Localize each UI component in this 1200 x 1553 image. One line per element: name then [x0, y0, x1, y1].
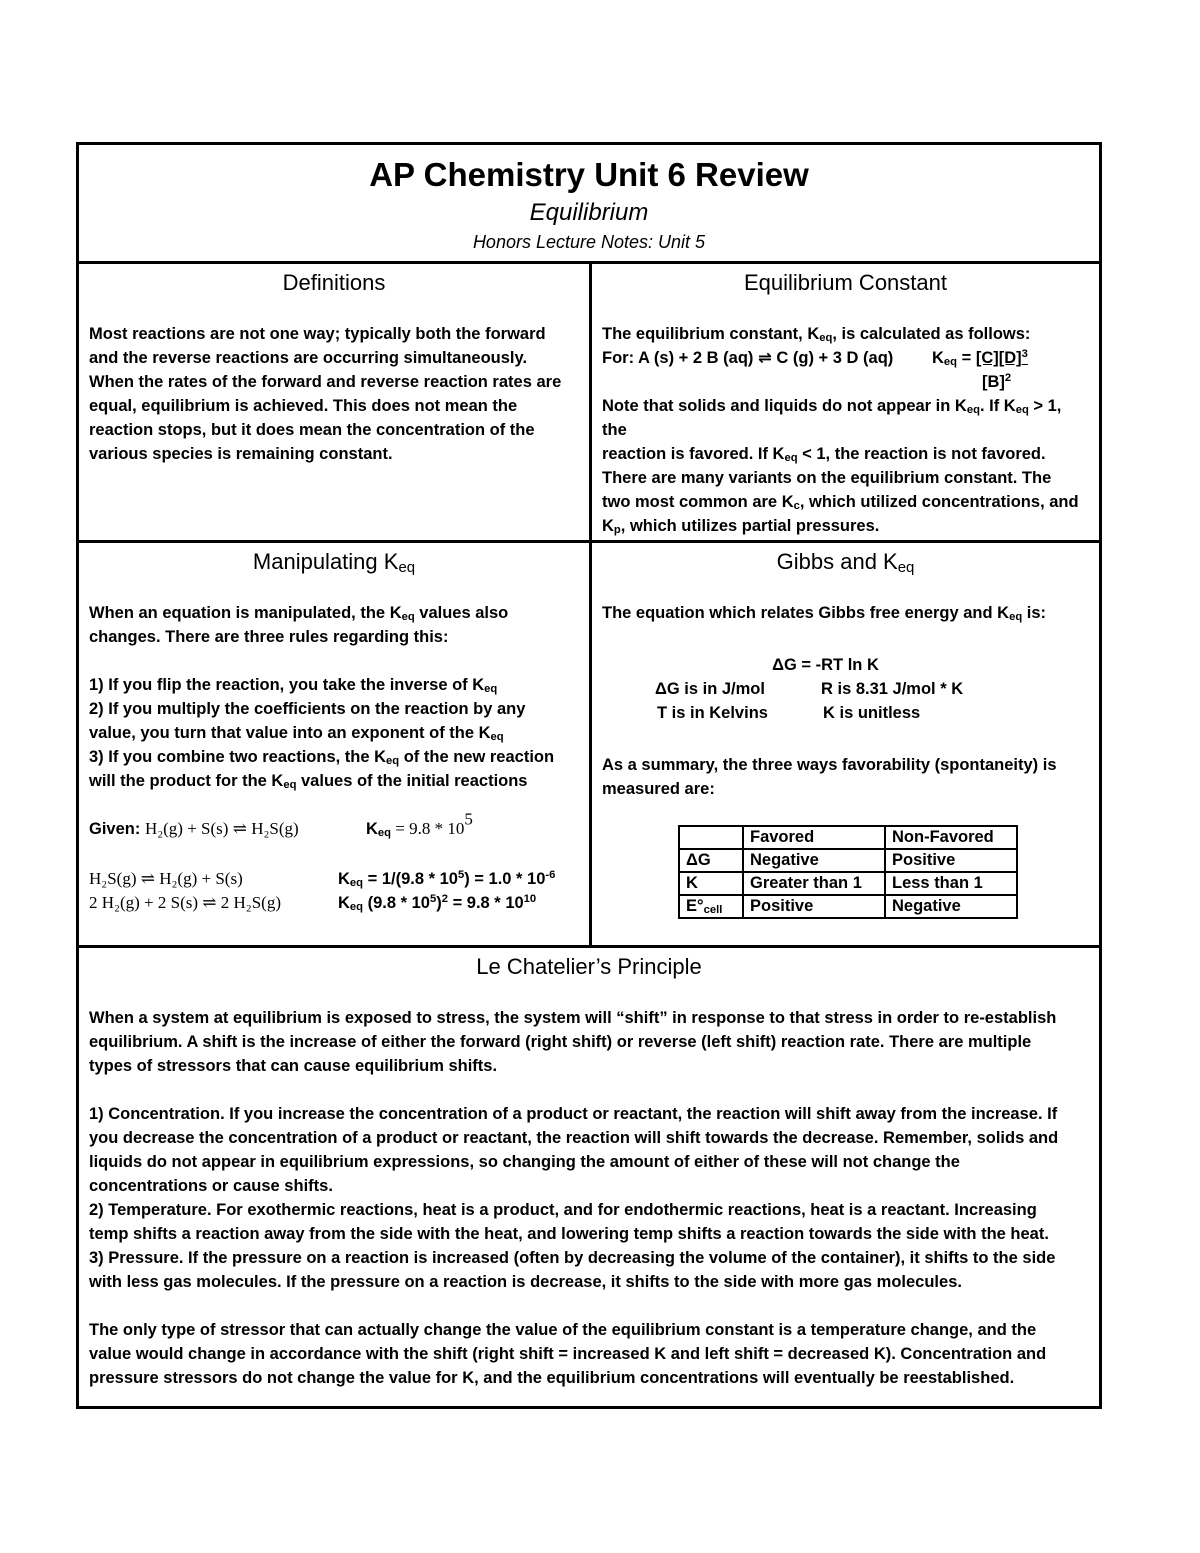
gibbs-section	[589, 540, 1099, 945]
definitions-heading: Definitions	[282, 270, 386, 295]
text-line: When an equation is manipulated, the $K_{eq}$ values also	[89, 604, 509, 624]
table-cell: K	[679, 872, 743, 895]
text-line: two most common are $K_c$, which utilized concentrations, and	[602, 493, 1079, 513]
equilibrium-constant-section	[589, 261, 1099, 540]
le-chatelier-text	[79, 1006, 1099, 1390]
text-line: When the rates of the forward and reverse reaction rates are	[89, 373, 562, 391]
rule-2-cont: value, you turn that value into an exponent of the $K_{eq}$	[89, 724, 504, 744]
manipulating-text	[79, 601, 589, 915]
text-line: There are many variants on the equilibrium constant. The	[602, 469, 1052, 487]
text-line: Note that solids and liquids do not appear in $K_{eq}$. If $K_{eq} > 1$, the	[602, 397, 1062, 439]
text-line: liquids do not appear in equilibrium expressions, so changing the amount of either of these will not change the	[89, 1153, 960, 1171]
table-cell: Negative	[743, 849, 885, 872]
text-line: reaction stops, but it does mean the concentration of the	[89, 421, 535, 439]
rule-3-cont: will the product for the $K_{eq}$ values of the initial reactions	[89, 772, 528, 792]
text-line: 1) Concentration. If you increase the concentration of a product or reactant, the reaction will shift away from the increase. If	[89, 1105, 1058, 1123]
table-row	[679, 826, 1017, 849]
review-sheet	[76, 142, 1102, 1409]
text-line: The equation which relates Gibbs free energy and $K_{eq}$ is:	[602, 604, 1047, 624]
text-line: and the reverse reactions are occurring simultaneously.	[89, 349, 528, 367]
rule-1: 1) If you flip the reaction, you take the inverse of $K_{eq}$	[89, 676, 498, 696]
text-line: measured are:	[602, 780, 715, 798]
example-2: 2 H₂(g) + 2 S(s) ⇌ 2 H₂S(g) $K_{eq}$ $(9.8 * 10^5)^2 = 9.8 * 10^{10}$	[89, 892, 537, 914]
table-cell: $E^\circ_{cell}$	[679, 895, 743, 918]
example-1: H₂S(g) ⇌ H₂(g) + S(s) $K_{eq} = 1/(9.8 * 10^5) = 1.0 * 10^{-6}$	[89, 868, 556, 890]
table-cell: Less than 1	[885, 872, 1017, 895]
manipulating-heading: Manipulating $K_{eq}$	[252, 549, 416, 576]
given-line: Given: H₂(g) + S(s) ⇌ H₂S(g) $K_{eq} = 9.8 * 10^5$	[89, 809, 473, 840]
table-row	[679, 895, 1017, 918]
page-title: AP Chemistry Unit 6 Review	[369, 156, 809, 193]
text-line: equilibrium. A shift is the increase of either the forward (right shift) or reverse (left shift) reaction rate. There are multiple	[89, 1033, 1032, 1051]
gibbs-text	[592, 601, 1099, 919]
text-line: reaction is favored. If $K_{eq} < 1$, the reaction is not favored.	[602, 445, 1046, 465]
manipulating-section	[79, 540, 589, 945]
table-cell: Positive	[885, 849, 1017, 872]
le-chatelier-heading: Le Chatelier’s Principle	[476, 954, 702, 979]
table-row	[679, 849, 1017, 872]
table-cell: Negative	[885, 895, 1017, 918]
page-note: Honors Lecture Notes: Unit 5	[472, 232, 706, 252]
text-line: The only type of stressor that can actually change the value of the equilibrium constant is a temperature change, and the	[89, 1321, 1037, 1339]
text-line: $K_p$, which utilizes partial pressures.	[602, 517, 880, 537]
text-line: value would change in accordance with the shift (right shift = increased K and left shift = decreased K). Concentration and	[89, 1345, 1047, 1363]
text-line: you decrease the concentration of a product or reactant, the reaction will shift towards the decrease. Remember, solids and	[89, 1129, 1059, 1147]
table-cell: Greater than 1	[743, 872, 885, 895]
text-line: pressure stressors do not change the value for K, and the equilibrium concentrations will eventually be reestablished.	[89, 1369, 1015, 1387]
text-line: 3) Pressure. If the pressure on a reaction is increased (often by decreasing the volume of the container), it shifts to the side	[89, 1249, 1056, 1267]
text-line: concentrations or cause shifts.	[89, 1177, 333, 1195]
units-row-2: T is in Kelvins K is unitless	[657, 704, 921, 722]
definitions-section	[79, 261, 589, 540]
rule-2: 2) If you multiply the coefficients on the reaction by any	[89, 700, 526, 718]
text-line: temp shifts a reaction away from the side with the heat, and lowering temp shifts a reaction towards the side with the heat.	[89, 1225, 1049, 1243]
table-cell	[679, 826, 743, 849]
text-line: types of stressors that can cause equilibrium shifts.	[89, 1057, 498, 1075]
gibbs-equation: ΔG = -RT ln K	[772, 656, 879, 674]
page-subtitle: Equilibrium	[529, 199, 649, 226]
text-line: changes. There are three rules regarding this:	[89, 628, 449, 646]
table-cell: Non-Favored	[885, 826, 1017, 849]
table-cell: Positive	[743, 895, 885, 918]
text-line: As a summary, the three ways favorability (spontaneity) is	[602, 756, 1057, 774]
equilibrium-constant-text	[592, 322, 1099, 538]
text-line: The equilibrium constant, $K_{eq}$, is calculated as follows:	[602, 325, 1031, 345]
rule-3: 3) If you combine two reactions, the $K_{eq}$ of the new reaction	[89, 748, 555, 768]
table-cell: Favored	[743, 826, 885, 849]
text-line: with less gas molecules. If the pressure on a reaction is decrease, it shifts to the side with more gas molecules.	[89, 1273, 962, 1291]
text-line: various species is remaining constant.	[89, 445, 393, 463]
text-line: When a system at equilibrium is exposed to stress, the system will “shift” in response to that stress in order to re-establish	[89, 1009, 1057, 1027]
reaction-line: For: A (s) + 2 B (aq) ⇌ C (g) + 3 D (aq) $K_{eq} = [C][D]^3$	[602, 347, 1028, 369]
table-cell: ΔG	[679, 849, 743, 872]
equilibrium-constant-heading: Equilibrium Constant	[744, 270, 947, 295]
favorability-table	[678, 825, 1018, 919]
table-row	[679, 872, 1017, 895]
le-chatelier-section	[79, 945, 1099, 1406]
text-line: 2) Temperature. For exothermic reactions, heat is a product, and for endothermic reactions, heat is a reactant. Increasing	[89, 1201, 1037, 1219]
text-line: equal, equilibrium is achieved. This does not mean the	[89, 397, 518, 415]
text-line: Most reactions are not one way; typically both the forward	[89, 325, 546, 343]
header-section	[79, 145, 1099, 261]
units-row-1: ΔG is in J/mol R is 8.31 J/mol * K	[655, 680, 964, 698]
definitions-text	[79, 322, 589, 466]
denominator-line: $[B]^2$	[982, 371, 1012, 391]
gibbs-heading: Gibbs and $K_{eq}$	[776, 549, 915, 576]
